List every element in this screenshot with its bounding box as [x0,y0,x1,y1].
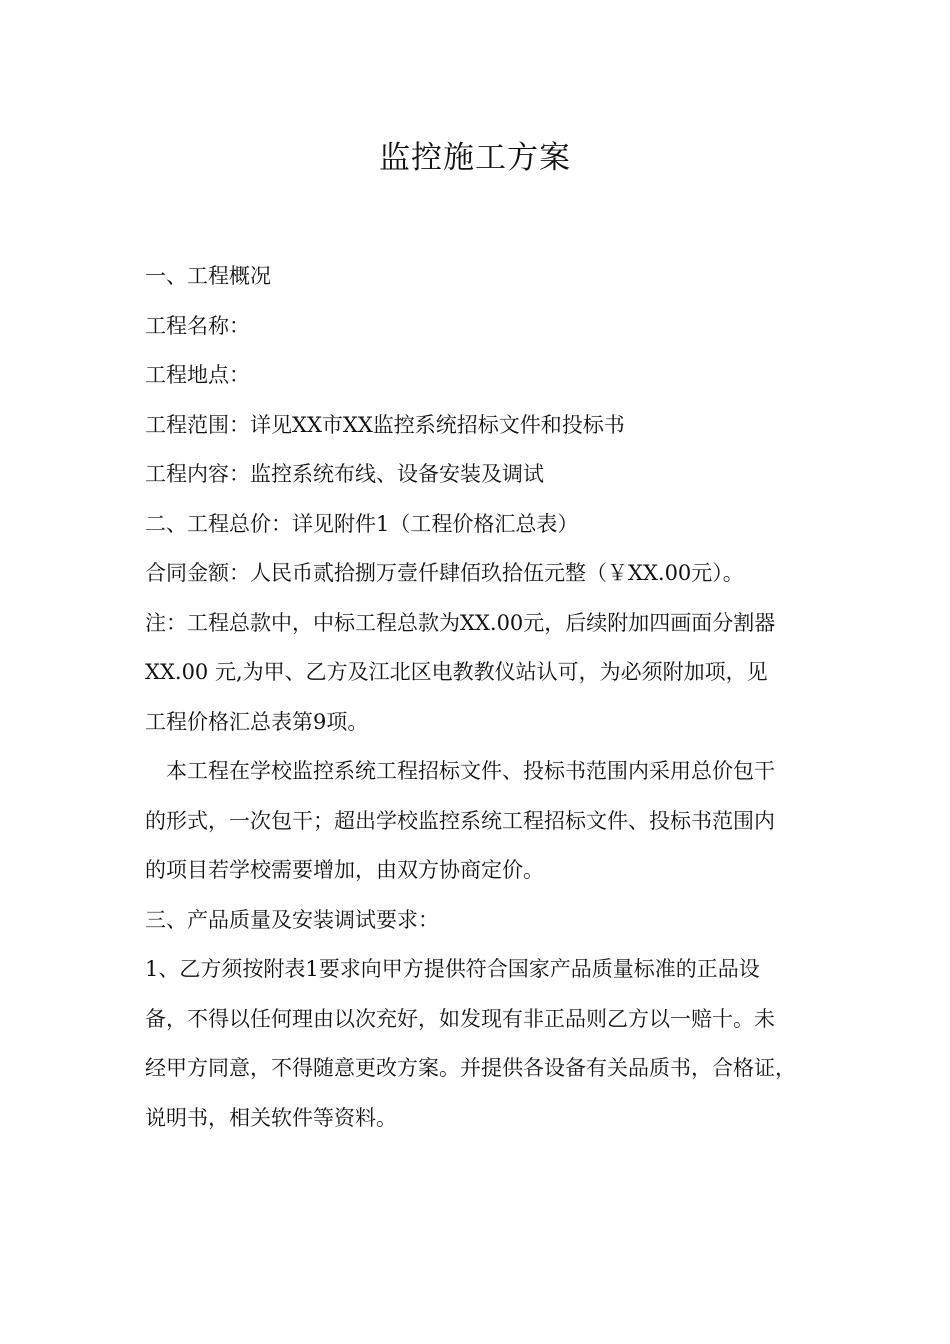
note-paragraph-line: 工程价格汇总表第9项。 [145,709,369,734]
project-name-line: 工程名称： [145,313,250,338]
note-paragraph-line: 注：工程总款中，中标工程总款为XX.00元，后续附加四画面分割器 [145,610,776,635]
document-body [145,252,810,1143]
quality-item-line: 经甲方同意，不得随意更改方案。并提供各设备有关品质书，合格证， [145,1056,796,1080]
note-paragraph-line: XX.00 元,为甲、乙方及江北区电教教仪站认可，为必须附加项，见 [145,660,768,684]
project-content-line: 工程内容：监控系统布线、设备安装及调试 [145,462,544,486]
lump-sum-paragraph-line: 的形式，一次包干；超出学校监控系统工程招标文件、投标书范围内 [145,808,775,833]
lump-sum-paragraph-line: 本工程在学校监控系统工程招标文件、投标书范围内采用总价包干 [166,759,775,783]
section-heading-total-price: 二、工程总价：详见附件1（工程价格汇总表） [145,511,579,536]
quality-item-line: 备，不得以任何理由以次充好，如发现有非正品则乙方以一赔十。未 [145,1006,775,1031]
document-title: 监控施工方案 [379,140,571,176]
section-heading-quality: 三、产品质量及安装调试要求： [145,907,439,932]
quality-item-line: 1、乙方须按附表1要求向甲方提供符合国家产品质量标准的正品设 [145,957,760,981]
project-location-line: 工程地点： [145,363,250,387]
lump-sum-paragraph-line: 的项目若学校需要增加，由双方协商定价。 [145,858,544,882]
project-scope-line: 工程范围：详见XX市XX监控系统招标文件和投标书 [145,412,625,437]
section-heading-overview: 一、工程概况 [145,264,271,288]
quality-item-line: 说明书，相关软件等资料。 [145,1105,397,1130]
contract-amount-line: 合同金额：人民币贰拾捌万壹仟肆佰玖拾伍元整（￥XX.00元）。 [145,561,744,585]
